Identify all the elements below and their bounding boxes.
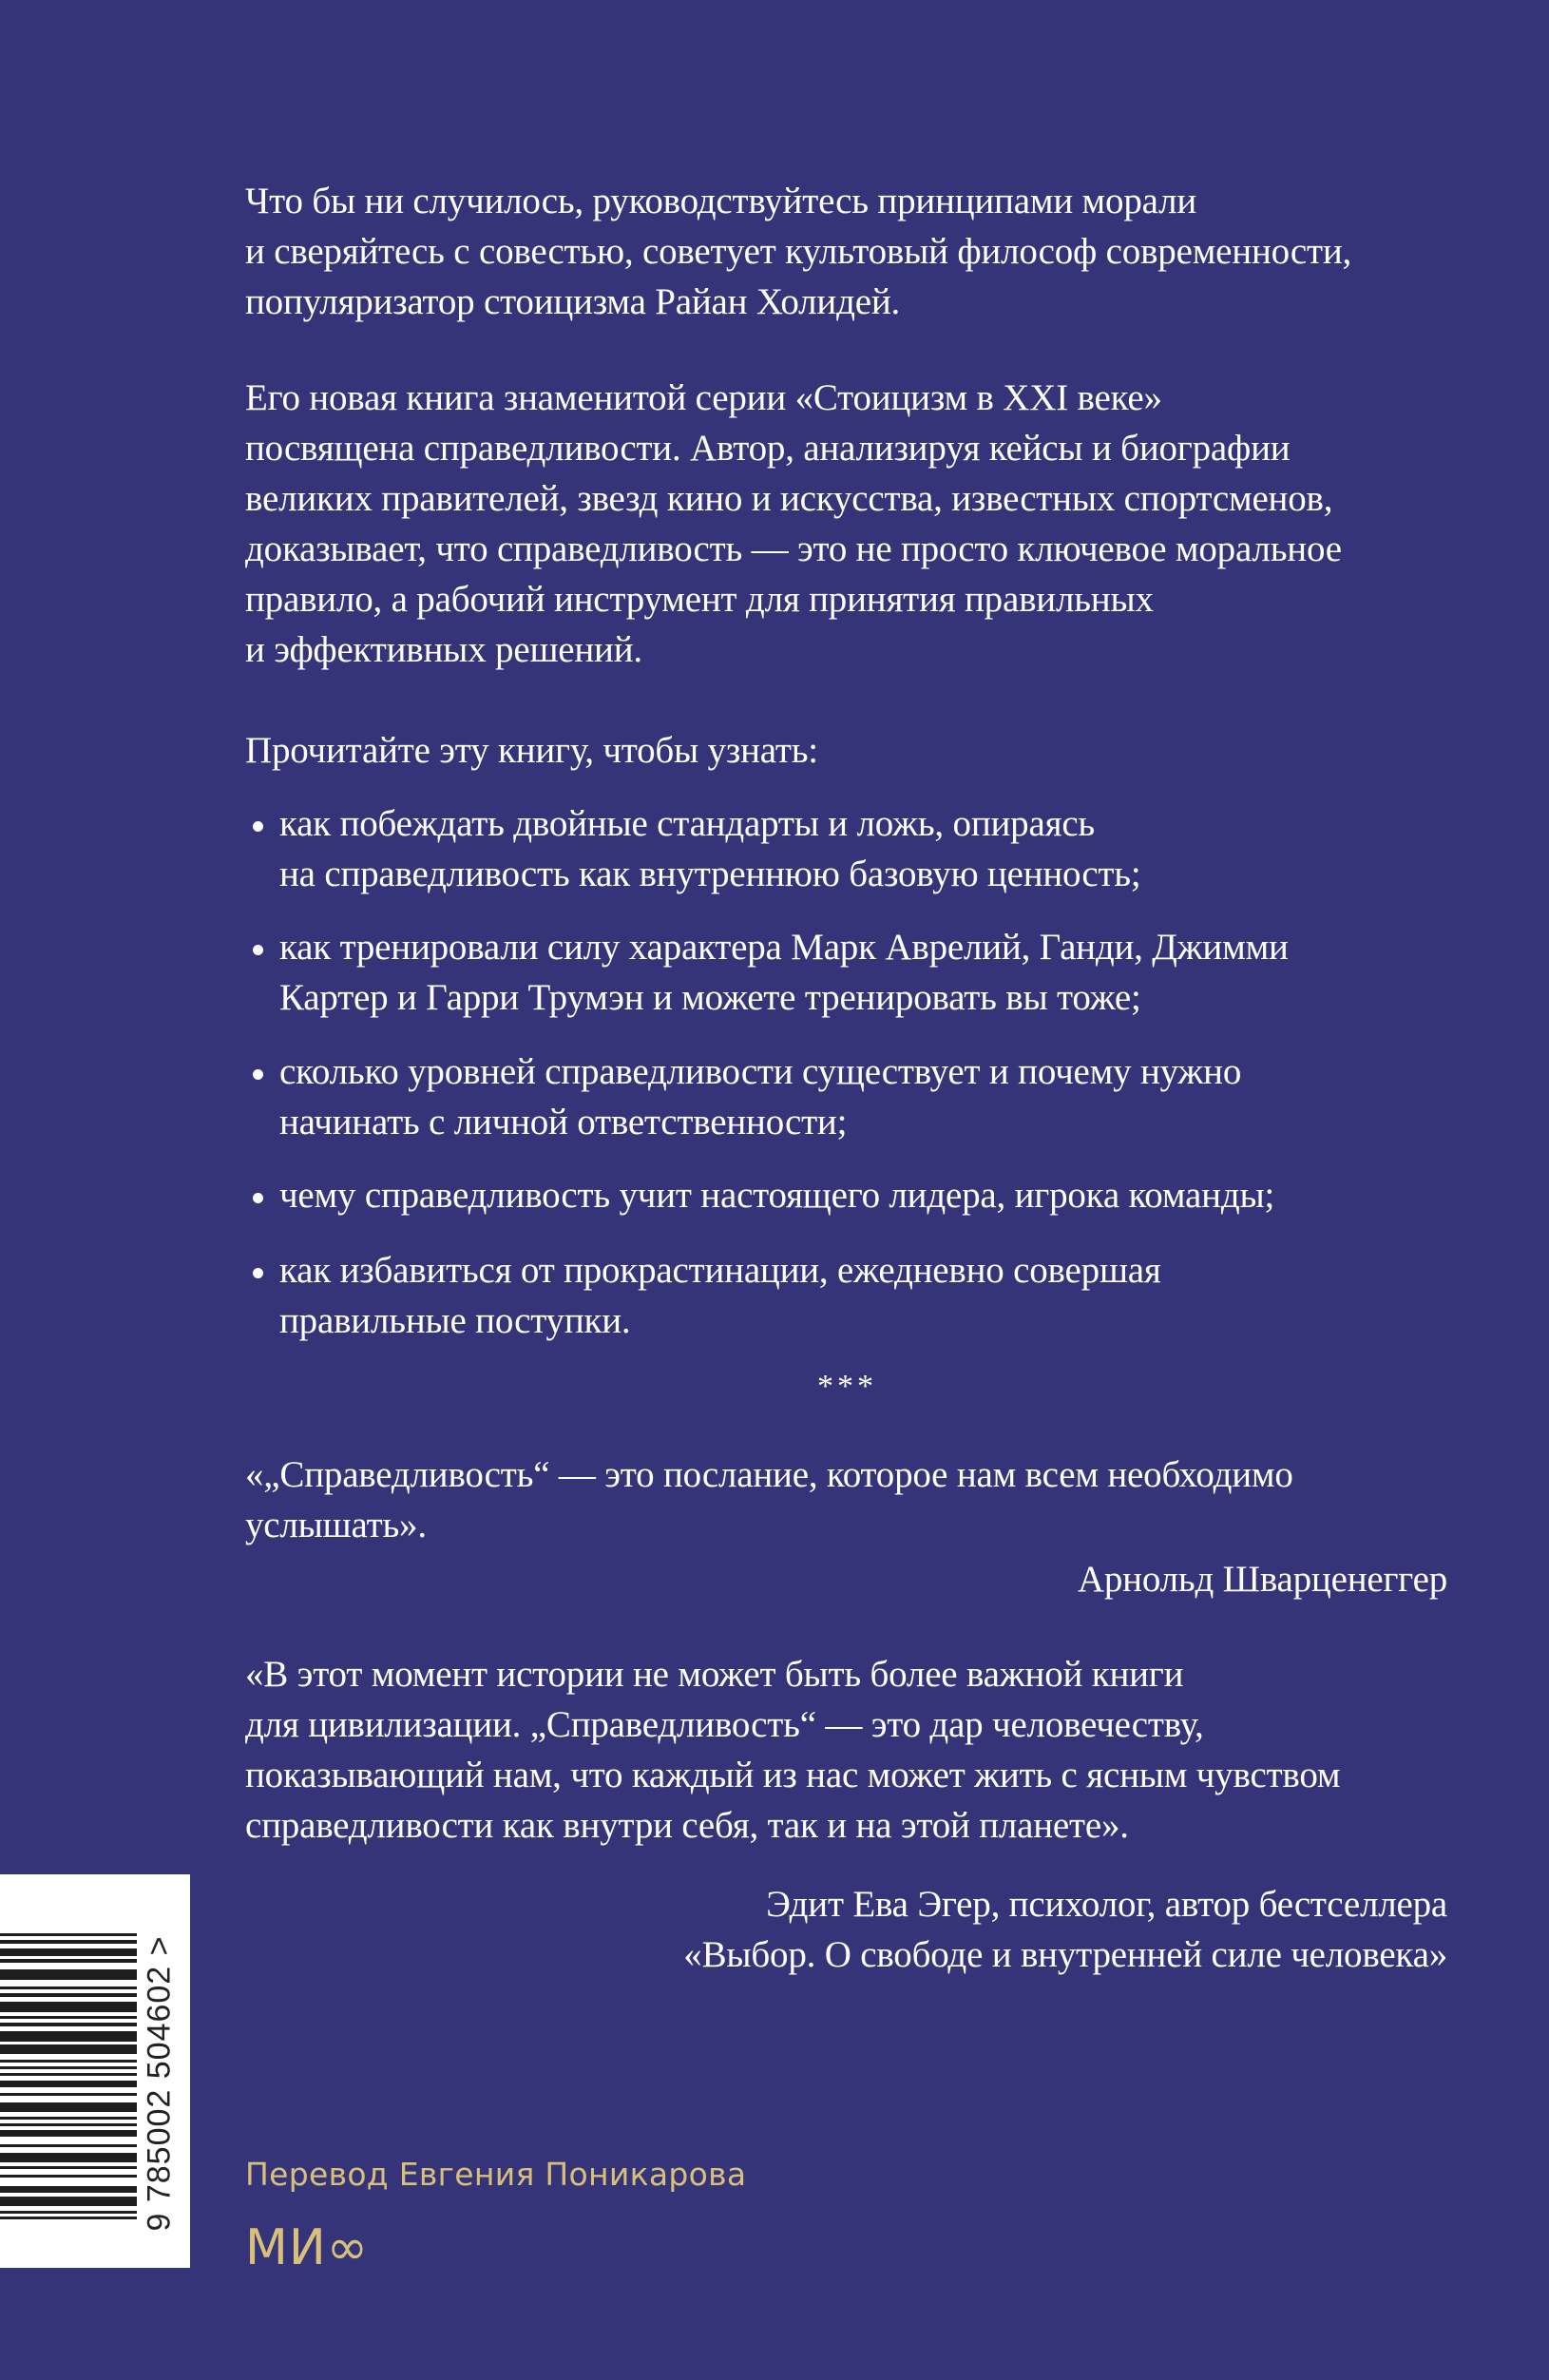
translator-credit: Перевод Евгения Поникарова (245, 2156, 747, 2193)
description-line: и эффективных решений. (245, 629, 642, 670)
bullet-item (245, 1245, 1481, 1346)
quote-schwarzenegger (245, 1449, 1481, 1604)
quote-eger (245, 1649, 1481, 1980)
learn-bullet-list (245, 1170, 1481, 1220)
bullet-line: как избавиться от прокрастинации, ежедневно совершая (279, 1250, 1161, 1291)
quote-line: показывающий нам, что каждый из нас может жить с ясным чувством (245, 1755, 1341, 1795)
bullet-item (245, 798, 1481, 899)
isbn-number: 9 785002 504602 > (141, 1935, 178, 2232)
publisher-logo: МИ∞ (245, 2219, 370, 2276)
bullet-dot-icon (253, 945, 263, 955)
bullet-dot-icon (253, 821, 263, 832)
learn-bullet-list (245, 798, 1481, 899)
description-line: посвящена справедливости. Автор, анализируя кейсы и биографии (245, 428, 1291, 469)
description-paragraph (245, 373, 1481, 675)
description-line: Его новая книга знаменитой серии «Стоицизм в XXI веке» (245, 377, 1162, 418)
quote-line: справедливости как внутри себя, так и на этой планете». (245, 1805, 1129, 1846)
description-line: правило, а рабочий инструмент для принятия правильных (245, 579, 1154, 620)
barcode-icon (0, 1933, 137, 2237)
bullet-dot-icon (253, 1193, 263, 1203)
isbn-barcode (0, 1874, 190, 2268)
bullet-dot-icon (253, 1069, 263, 1080)
separator-stars: *** (817, 1369, 877, 1404)
bullet-line: как побеждать двойные стандарты и ложь, опираясь (279, 803, 1096, 844)
learn-heading (245, 725, 1481, 776)
bullet-item (245, 1170, 1481, 1220)
quote-line: для цивилизации. „Справедливость“ — это дар человечеству, (245, 1704, 1204, 1745)
quote-line: услышать». (245, 1505, 427, 1545)
bullet-line: правильные поступки. (279, 1300, 631, 1341)
intro-line: Что бы ни случилось, руководствуйтесь принципами морали (245, 181, 1197, 221)
bullet-line: Картер и Гарри Трумэн и можете тренировать вы тоже; (279, 977, 1141, 1018)
description-line: великих правителей, звезд кино и искусства, известных спортсменов, (245, 478, 1333, 519)
description-line: доказывает, что справедливость — это не просто ключевое моральное (245, 528, 1342, 569)
quote-attribution: Арнольд Шварценеггер (1077, 1559, 1447, 1600)
learn-bullet-list (245, 1245, 1481, 1346)
bullet-item (245, 1046, 1481, 1147)
barcode-digits (141, 1912, 179, 2255)
learn-bullet-list (245, 1046, 1481, 1147)
learn-bullet-list (245, 922, 1481, 1023)
bullet-line: на справедливость как внутреннюю базовую ценность; (279, 854, 1141, 894)
bullet-line: начинать с личной ответственности; (279, 1102, 848, 1142)
bullet-line: чему справедливость учит настоящего лидера, игрока команды; (279, 1175, 1275, 1216)
quote-line: «„Справедливость“ — это послание, которое нам всем необходимо (245, 1454, 1293, 1495)
learn-heading-text: Прочитайте эту книгу, чтобы узнать: (245, 730, 818, 771)
quote-attribution: Эдит Ева Эгер, психолог, автор бестселлера (766, 1884, 1447, 1925)
bullet-item (245, 922, 1481, 1023)
bullet-dot-icon (253, 1268, 263, 1278)
bullet-line: сколько уровней справедливости существует и почему нужно (279, 1051, 1242, 1092)
quote-attribution: «Выбор. О свободе и внутренней силе человека» (683, 1934, 1447, 1975)
intro-line: и сверяйтесь с совестью, советует культовый философ современности, (245, 231, 1352, 272)
intro-line: популяризатор стоицизма Райан Холидей. (245, 281, 901, 322)
quote-line: «В этот момент истории не может быть более важной книги (245, 1654, 1184, 1695)
bullet-line: как тренировали силу характера Марк Аврелий, Ганди, Джимми (279, 927, 1289, 968)
intro-paragraph (245, 176, 1481, 327)
